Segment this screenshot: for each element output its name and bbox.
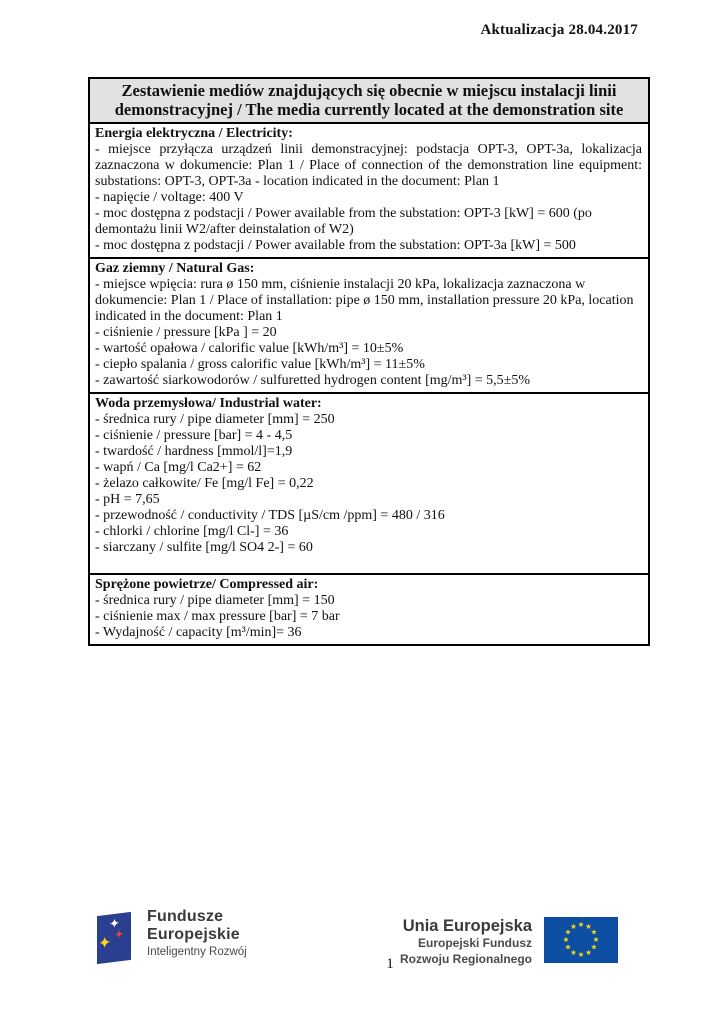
section-line: - twardość / hardness [mmol/l]=1,9 [95, 444, 293, 459]
section-line: - zawartość siarkowodorów / sulfuretted hydrogen content [mg/m³] = 5,5±5% [95, 373, 530, 388]
page-number: 1 [386, 956, 394, 972]
section-line: - ciśnienie / pressure [kPa ] = 20 [95, 325, 277, 340]
fe-star-white-icon: ✦ [109, 915, 120, 932]
section-heading: Woda przemysłowa/ Industrial water: [95, 396, 322, 411]
section-line: - pH = 7,65 [95, 492, 160, 507]
fe-logo-title-line2: Europejskie [147, 925, 240, 943]
section-line: - ciśnienie max / max pressure [bar] = 7 bar [95, 609, 340, 624]
section-heading: Gaz ziemny / Natural Gas: [95, 261, 255, 276]
section-heading: Sprężone powietrze/ Compressed air: [95, 577, 319, 592]
section-blank-space [95, 556, 642, 570]
section-line: - ciśnienie / pressure [bar] = 4 - 4,5 [95, 428, 293, 443]
fe-logo-subtitle: Inteligentny Rozwój [147, 946, 247, 958]
eu-logo-subtitle-line2: Rozwoju Regionalnego [400, 951, 532, 966]
section-line: - wapń / Ca [mg/l Ca2+] = 62 [95, 460, 262, 475]
fe-logo-text [147, 908, 247, 958]
media-table [88, 77, 650, 646]
section-line: - Wydajność / capacity [m³/min]= 36 [95, 625, 302, 640]
section-line: - miejsce wpięcia: rura ø 150 mm, ciśnienie instalacji 20 kPa, lokalizacja zaznaczona w dokumencie: Plan 1 / Place of installation: pipe ø 150 mm, installation pressure 20 kPa, location indicated in the document: Plan 1 [95, 277, 634, 324]
section-line: - moc dostępna z podstacji / Power available from the substation: OPT-3 [kW] = 600 (po demontażu linii W2/after deinstalation of W2) [95, 206, 592, 237]
fundusze-europejskie-logo [97, 908, 247, 962]
section-industrial-water [90, 392, 648, 573]
section-line: - ciepło spalania / gross calorific value [kWh/m³] = 11±5% [95, 357, 425, 372]
section-line: - średnica rury / pipe diameter [mm] = 150 [95, 593, 335, 608]
table-title: Zestawienie mediów znajdujących się obecnie w miejscu instalacji linii demonstracyjnej / The media currently located at the demonstration site [90, 79, 648, 124]
eu-logo-title: Unia Europejska [402, 917, 532, 935]
section-line: - chlorki / chlorine [mg/l Cl-] = 36 [95, 524, 289, 539]
section-electricity [90, 124, 648, 257]
section-line: - wartość opałowa / calorific value [kWh/m³] = 10±5% [95, 341, 404, 356]
section-line: - przewodność / conductivity / TDS [µS/cm /ppm] = 480 / 316 [95, 508, 445, 523]
eu-logo-subtitle-line1: Europejski Fundusz [417, 936, 532, 950]
section-line: - żelazo całkowite/ Fe [mg/l Fe] = 0,22 [95, 476, 314, 491]
section-line: - moc dostępna z podstacji / Power available from the substation: OPT-3a [kW] = 500 [95, 238, 576, 253]
section-line: - siarczany / sulfite [mg/l SO4 2-] = 60 [95, 540, 313, 555]
fe-logo-title-line1: Fundusze [147, 908, 224, 925]
section-line: - średnica rury / pipe diameter [mm] = 250 [95, 412, 335, 427]
fe-star-yellow-icon: ✦ [98, 934, 112, 953]
section-natural-gas [90, 257, 648, 392]
section-compressed-air [90, 573, 648, 644]
eu-flag-icon: ★ ★ ★ ★ ★ ★ ★ ★ ★ ★ ★ ★ [544, 917, 618, 963]
section-line: - miejsce przyłącza urządzeń linii demonstracyjnej: podstacja OPT-3, OPT-3a, lokalizacja zaznaczona w dokumencie: Plan 1 / Place of connection of the demonstration line equipment: substations: OPT-3, OPT-3a - location indicated in the document: Plan 1 [95, 142, 642, 189]
section-heading: Energia elektryczna / Electricity: [95, 126, 293, 141]
section-line: - napięcie / voltage: 400 V [95, 190, 244, 205]
fe-star-red-icon: ✦ [114, 926, 125, 942]
update-date-label: Aktualizacja 28.04.2017 [480, 22, 638, 38]
